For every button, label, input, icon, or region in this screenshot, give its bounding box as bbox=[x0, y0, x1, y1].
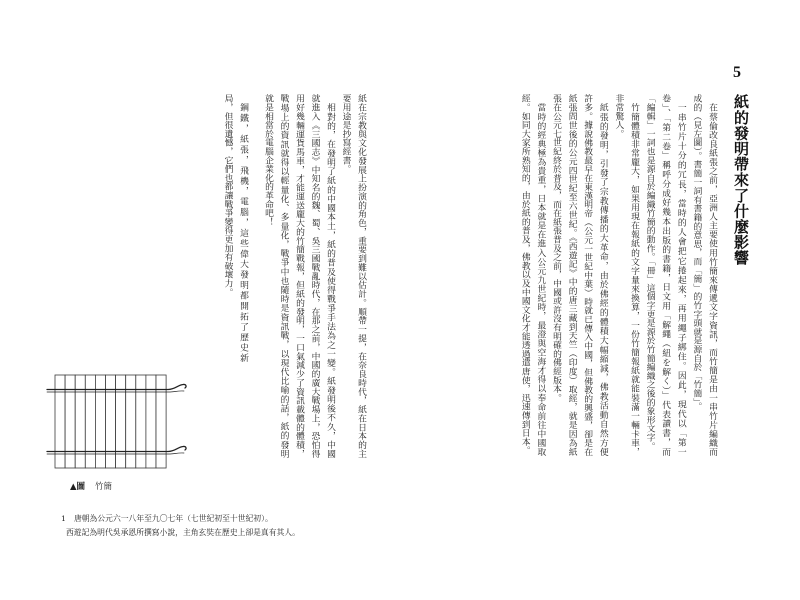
text-column: 「編輯」一詞也是源自於編織竹簡的動作。「冊」這個字更是源於竹簡編織之後的象形文字。 bbox=[644, 94, 655, 451]
chapter-number: 5 bbox=[733, 64, 741, 81]
text-column: 經。如同大家所熟知的，由於紙的普及，佛教以及中國文化才能透過遣唐使，迅速傳到日本。 bbox=[519, 94, 530, 455]
footnote-text: 西遊記為明代吳承恩所撰寫小說，主角玄奘在歷史上卻是真有其人。 bbox=[66, 528, 300, 537]
text-column: 相對的，在發明了紙的中國本土，紙的普及使得戰爭手法為之一變。紙發明後不久，中國 bbox=[325, 102, 335, 458]
text-column: 戰場上的資訊就得以輕量化、多量化，戰爭中也隨時是資訊戰，以現代比喻的話，紙的發明 bbox=[278, 94, 289, 458]
text-column: 紙在宗教與文化發展上扮演的角色，重要到難以估計。順帶一提，在奈良時代，紙在日本的主 bbox=[356, 94, 366, 458]
text-column: 要用途是抄寫經書。 bbox=[340, 94, 351, 174]
text-column: 紙張問世後的公元四世紀至六世紀。《西遊記》中的唐三藏到天竺（印度）取經，就是因為紙 bbox=[566, 94, 577, 456]
text-column: 許多。據說佛教最早在東漢明帝（公元一世紀中葉）時就已傳入中國，但佛教的興盛，卻是在 bbox=[582, 94, 593, 456]
text-column: 竹簡體積非常龐大，如果用現在報紙的文字量來換算，一份竹簡報紙就能裝滿一輛卡車， bbox=[629, 102, 639, 456]
footnote-marker: 1 bbox=[61, 514, 66, 523]
text-column: 用好幾輛運貨馬車，才能運送龐大的竹簡戰報，但紙的發明，一口氣減少了資訊載體的體積， bbox=[294, 94, 304, 458]
text-column: 卷」、「第二卷」稱呼分成好幾本出版的書籍，日文用「解繩（紐を解く）」代表讀書，而 bbox=[660, 94, 671, 456]
figure-marker: ▲圖 bbox=[70, 482, 86, 492]
text-column: 一串竹片十分的冗長，當時的人會把它捲起來，再用繩子綁住。因此，現代以「第一 bbox=[675, 102, 686, 456]
figure-caption-text: 竹簡 bbox=[95, 482, 113, 492]
text-column: 在蔡倫改良紙張之前，亞洲人主要使用竹簡來傳遞文字資訊，而竹簡是由一串竹片編織而 bbox=[707, 102, 717, 456]
figure-caption bbox=[70, 481, 112, 493]
text-column: 紙張的發明，引發了宗教傳播的大革命，由於佛經的體積大幅縮減，佛教活動自然方便 bbox=[597, 102, 608, 456]
text-column: 成的（見左圖）。書簡一詞有書籍的意思，而「簡」的竹字頭就是源自於「竹簡」。 bbox=[691, 94, 702, 411]
bamboo-slips-illustration bbox=[44, 366, 190, 474]
chapter-title: 紙的發明帶來了什麼影響 bbox=[732, 94, 750, 266]
footnote bbox=[61, 514, 273, 524]
text-column: 就進入《三國志》中知名的魏、蜀、吳三國戰亂時代，在那之前，中國的廣大戰場上，恐怕得 bbox=[309, 94, 320, 458]
text-column: 張在公元七世紀終於普及，而在紙張普及之前，中國或許沒有明確的佛經版本。 bbox=[551, 94, 561, 402]
text-column: 鋼鐵，紙張，飛機，電腦，這些偉大發明都開拓了歷史新 bbox=[238, 102, 248, 362]
text-column: 當時的經典極為貴重，日本就是在進入公元九世紀時，最澄與空海才得以奉命前往中國取 bbox=[535, 102, 546, 456]
footnote-text: 唐朝為公元六一八年至九〇七年（七世紀初至十世紀初）。 bbox=[73, 514, 273, 523]
footnote bbox=[66, 528, 300, 538]
right-page bbox=[400, 0, 800, 600]
text-column: 就是相當於電腦企業化的革命吧！ bbox=[263, 94, 273, 226]
text-column: 非常驚人。 bbox=[613, 94, 624, 138]
text-column: 局，但很遺憾，它們也都讓戰爭變得更加有破壞力。 bbox=[222, 94, 233, 297]
